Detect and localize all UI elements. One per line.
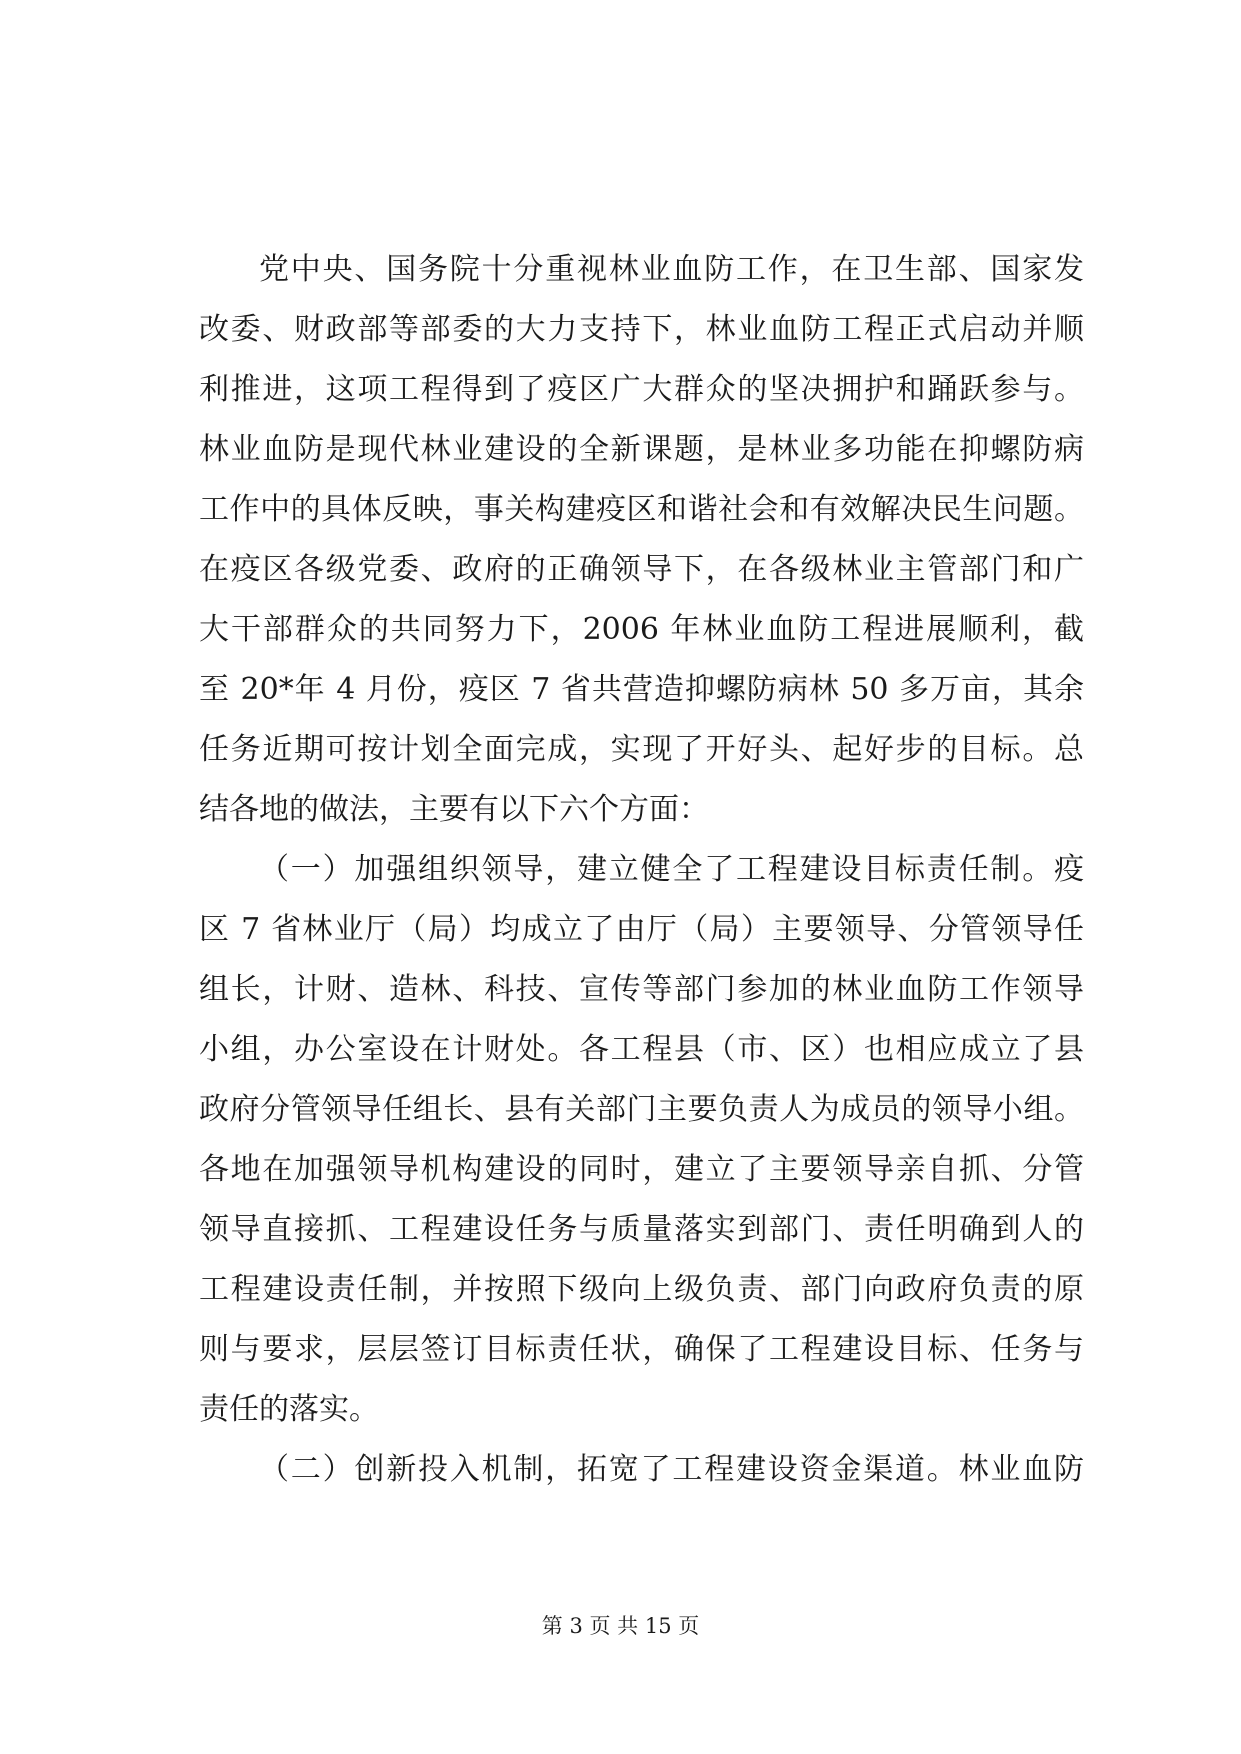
- text-line: 至 20*年 4 月份，疫区 7 省共营造抑螺防病林 50 多万亩，其余: [199, 672, 1084, 707]
- text-line: （二）创新投入机制，拓宽了工程建设资金渠道。林业血防: [259, 1452, 1084, 1487]
- text-line: （一）加强组织领导，建立健全了工程建设目标责任制。疫: [259, 852, 1084, 887]
- text-line: 党中央、国务院十分重视林业血防工作，在卫生部、国家发: [259, 252, 1084, 287]
- text-line: 政府分管领导任组长、县有关部门主要负责人为成员的领导小组。: [199, 1092, 1084, 1127]
- text-line: 结各地的做法，主要有以下六个方面：: [199, 792, 709, 827]
- text-line: 利推进，这项工程得到了疫区广大群众的坚决拥护和踊跃参与。: [199, 372, 1084, 407]
- text-line: 工程建设责任制，并按照下级向上级负责、部门向政府负责的原: [199, 1272, 1084, 1307]
- text-line: 责任的落实。: [199, 1392, 379, 1427]
- body-text: [199, 240, 1084, 1500]
- text-line: 大干部群众的共同努力下，2006 年林业血防工程进展顺利，截: [199, 612, 1084, 647]
- text-line: 林业血防是现代林业建设的全新课题，是林业多功能在抑螺防病: [199, 432, 1084, 467]
- text-line: 区 7 省林业厅（局）均成立了由厅（局）主要领导、分管领导任: [199, 912, 1084, 947]
- text-line: 各地在加强领导机构建设的同时，建立了主要领导亲自抓、分管: [199, 1152, 1084, 1187]
- text-line: 在疫区各级党委、政府的正确领导下，在各级林业主管部门和广: [199, 552, 1084, 587]
- text-line: 则与要求，层层签订目标责任状，确保了工程建设目标、任务与: [199, 1332, 1084, 1367]
- text-line: 改委、财政部等部委的大力支持下，林业血防工程正式启动并顺: [199, 312, 1084, 347]
- text-line: 领导直接抓、工程建设任务与质量落实到部门、责任明确到人的: [199, 1212, 1084, 1247]
- text-line: 任务近期可按计划全面完成，实现了开好头、起好步的目标。总: [199, 732, 1084, 767]
- text-line: 小组，办公室设在计财处。各工程县（市、区）也相应成立了县: [199, 1032, 1084, 1067]
- page-number: 第 3 页 共 15 页: [541, 1614, 700, 1638]
- text-line: 组长，计财、造林、科技、宣传等部门参加的林业血防工作领导: [199, 972, 1084, 1007]
- text-line: 工作中的具体反映，事关构建疫区和谐社会和有效解决民生问题。: [199, 492, 1084, 527]
